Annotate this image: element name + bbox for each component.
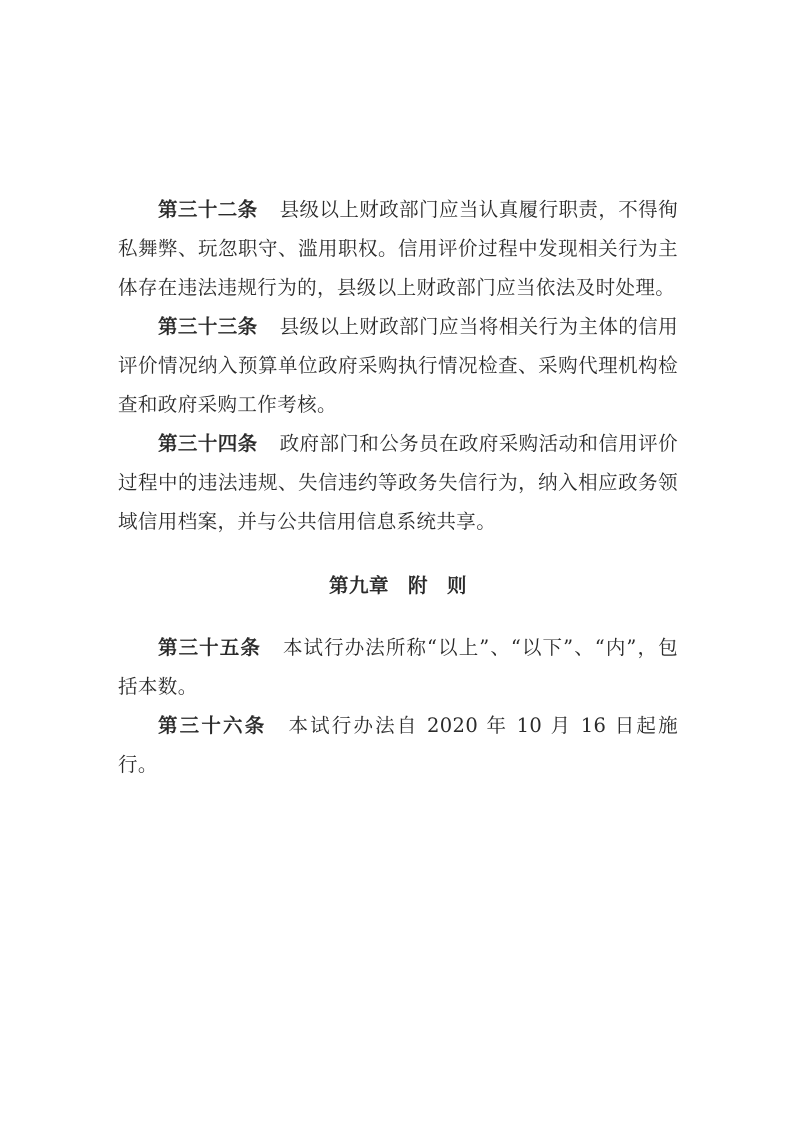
article-number: 第三十二条: [158, 198, 258, 221]
article-32: [118, 190, 678, 307]
article-number: 第三十三条: [158, 315, 258, 338]
article-number: 第三十六条: [158, 714, 267, 737]
article-text: 本试行办法所称“以上”、“以下”、“内”，包括本数。: [118, 636, 678, 698]
article-number: 第三十五条: [158, 636, 261, 659]
article-text: 政府部门和公务员在政府采购活动和信用评价过程中的违法违规、失信违约等政务失信行为，纳入相应政务领域信用档案，并与公共信用信息系统共享。: [118, 432, 678, 533]
chapter-title-char: 附: [407, 574, 428, 597]
article-text: 县级以上财政部门应当将相关行为主体的信用评价情况纳入预算单位政府采购执行情况检查、采购代理机构检查和政府采购工作考核。: [118, 315, 678, 416]
article-36: [118, 706, 678, 784]
article-34: [118, 424, 678, 541]
chapter-number: 第九章: [328, 574, 389, 597]
page-content: [118, 190, 678, 784]
article-number: 第三十四条: [158, 432, 258, 455]
article-text: 县级以上财政部门应当认真履行职责，不得徇私舞弊、玩忽职守、滥用职权。信用评价过程中发现相关行为主体存在违法违规行为的，县级以上财政部门应当依法及时处理。: [118, 198, 678, 299]
article-33: [118, 307, 678, 424]
chapter-title-char: 则: [447, 574, 468, 597]
chapter-heading: [118, 566, 678, 605]
article-35: [118, 628, 678, 706]
article-text: 本试行办法自 2020 年 10 月 16 日起施行。: [118, 714, 678, 776]
